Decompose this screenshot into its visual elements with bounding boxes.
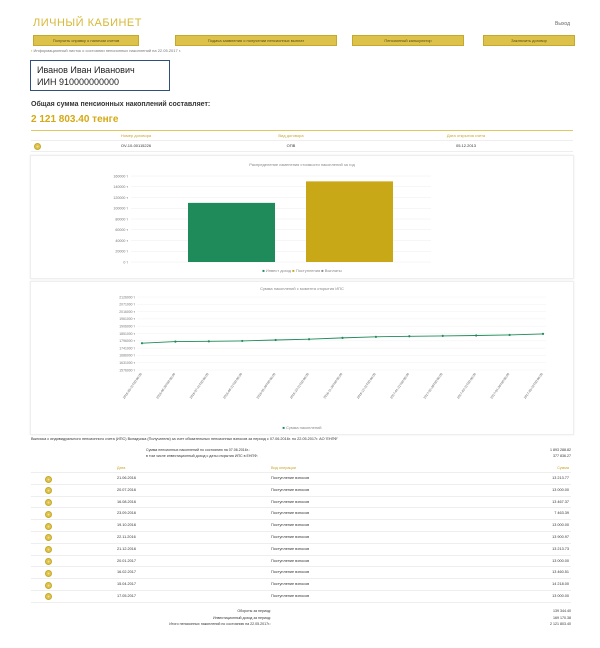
table-row[interactable] [31, 532, 571, 544]
total-line-label: Итого пенсионных накоплений по состоянию на 22.05.2017г.: [169, 622, 271, 626]
line-chart-legend [31, 425, 573, 430]
row-amount: 14 218.00 [552, 582, 569, 587]
user-info-box [30, 60, 170, 91]
row-amount: 13 000.00 [552, 523, 569, 528]
legend-income: Поступления [295, 268, 321, 273]
expand-plus-icon[interactable]: + [34, 143, 41, 150]
row-amount: 13 467.37 [552, 499, 569, 504]
col-date: Дата [117, 466, 126, 470]
user-iin: ИИН 910000000000 [37, 77, 120, 87]
x-tick-label: 2016-07-31T00:00:00 [188, 372, 210, 400]
bar-chart [31, 156, 573, 278]
line-chart [31, 282, 573, 434]
table-row[interactable] [31, 520, 571, 532]
total-line-value: 139 344.40 [553, 609, 571, 613]
expand-plus-icon[interactable]: + [45, 499, 52, 506]
legend-dot-icon: ■ [292, 268, 295, 273]
row-amount: 13 213.73 [552, 546, 569, 551]
nav-button-accounts-certificate[interactable]: Получить справку о наличии счетов [33, 35, 139, 46]
row-amount: 13 000.00 [552, 558, 569, 563]
extract-totals [31, 609, 571, 629]
y-tick-label: 20000 т [115, 249, 128, 254]
extract-title: Выписка с индивидуального пенсионного счета (ИПС) Вкладчика (Получателя) за счет обязательных пенсионных взносов за период с 07.06.2016г. по 22.05.2017г. АО 'ЕНПФ' [31, 437, 338, 441]
breadcrumb-text: Информационный листок о состоянии пенсионных накоплений на 22.05.2017 г. [33, 48, 181, 53]
row-operation: Поступление взносов [271, 570, 310, 575]
bar [188, 203, 275, 262]
expand-plus-icon[interactable]: + [45, 534, 52, 541]
breadcrumb [31, 48, 181, 53]
row-date: 16.08.2016 [117, 499, 137, 504]
col-operation: Вид операции [271, 466, 296, 470]
row-amount: 13 213.77 [552, 476, 569, 480]
x-tick-label: 2017-01-31T00:00:00 [389, 372, 411, 400]
contract-number: OV-10-00115226 [120, 143, 152, 148]
legend-sum: Сумма накоплений [286, 425, 322, 430]
x-tick-label: 2016-11-30T00:00:00 [322, 372, 344, 400]
bar-chart-legend [31, 268, 573, 273]
y-tick-label: 160000 т [113, 174, 128, 179]
y-tick-label: 1961000 т [119, 317, 135, 322]
x-tick-label: 2017-03-31T00:00:00 [456, 372, 477, 400]
total-label: Общая сумма пенсионных накоплений составляет: [31, 101, 211, 108]
expand-plus-icon[interactable]: + [45, 523, 52, 530]
expand-plus-icon[interactable]: + [45, 570, 52, 577]
col-contract-type: Вид договора [278, 133, 304, 138]
y-tick-label: 140000 т [113, 185, 128, 190]
contract-type: ОПВ [286, 143, 296, 148]
col-amount: Сумма [557, 466, 569, 470]
open-date: 05.12.2013 [455, 143, 477, 148]
line-chart-title: Сумма накоплений с момента открытия ИПС [260, 286, 344, 291]
bar-chart-panel [30, 155, 574, 279]
summary-value: 377 836.27 [553, 454, 571, 458]
data-point [141, 342, 143, 344]
nav-button-sign-contract[interactable]: Заключить договор [483, 35, 575, 46]
data-point [475, 334, 477, 336]
y-tick-label: 0 т [123, 260, 128, 265]
data-point [275, 339, 277, 341]
account-row[interactable] [31, 141, 573, 152]
row-amount: 7 463.39 [554, 511, 569, 516]
row-operation: Поступление взносов [271, 499, 310, 504]
data-point [341, 337, 343, 339]
col-open-date: Дата открытия счета [446, 133, 486, 138]
table-row[interactable] [31, 485, 571, 497]
row-amount: 13 000.00 [552, 593, 569, 598]
y-tick-label: 2071000 т [119, 302, 135, 307]
user-name: Иванов Иван Иванович [37, 65, 135, 75]
x-tick-label: 2017-04-30T00:00:00 [489, 372, 511, 400]
row-date: 23.09.2016 [117, 511, 137, 516]
data-point [375, 336, 377, 338]
expand-plus-icon[interactable]: + [45, 476, 52, 483]
row-date: 21.06.2016 [117, 476, 137, 480]
col-contract-number: Номер договора [120, 133, 152, 138]
summary-label: Сумма пенсионных накоплений по состоянию на 07.06.2016г.: [146, 448, 250, 452]
row-date: 22.11.2016 [117, 534, 136, 539]
expand-plus-icon[interactable]: + [45, 582, 52, 589]
table-row[interactable] [31, 567, 571, 579]
total-value: 2 121 803.40 тенге [31, 114, 119, 125]
total-line [31, 622, 571, 629]
y-tick-label: 1631000 т [119, 361, 135, 365]
row-operation: Поступление взносов [271, 558, 310, 563]
x-tick-label: 2016-05-31T00:00:00 [121, 372, 143, 400]
table-row[interactable] [31, 591, 571, 603]
row-amount: 13 460.51 [552, 570, 569, 575]
data-point [542, 333, 544, 335]
row-operation: Поступление взносов [271, 593, 310, 598]
operations-table-header [31, 465, 571, 473]
x-tick-label: 2016-12-31T00:00:00 [355, 372, 377, 400]
y-tick-label: 40000 т [115, 238, 128, 243]
data-point [174, 340, 176, 342]
y-tick-label: 1796000 т [119, 339, 135, 344]
expand-plus-icon[interactable]: + [45, 558, 52, 565]
summary-value: 1 893 288.82 [550, 448, 571, 452]
nav-button-pension-calculator[interactable]: Пенсионный калькулятор [352, 35, 464, 46]
expand-plus-icon[interactable]: + [45, 546, 52, 553]
data-point [208, 340, 210, 342]
data-point [308, 338, 310, 340]
y-tick-label: 100000 т [113, 206, 128, 211]
y-tick-label: 2016000 т [119, 309, 135, 314]
y-tick-label: 80000 т [115, 217, 128, 222]
table-row[interactable] [31, 497, 571, 509]
row-operation: Поступление взносов [271, 487, 310, 492]
operations-table [31, 465, 571, 603]
row-operation: Поступление взносов [271, 546, 310, 551]
row-date: 15.04.2017 [117, 582, 137, 587]
data-point [508, 334, 510, 336]
table-row[interactable] [31, 556, 571, 568]
total-line-value: 169 170.38 [553, 615, 571, 620]
y-tick-label: 1686000 т [119, 353, 135, 358]
y-tick-label: 1576000 т [119, 368, 135, 373]
x-tick-label: 2017-02-28T00:00:00 [422, 372, 444, 400]
row-date: 20.07.2016 [117, 487, 137, 492]
y-tick-label: 2126000 т [119, 295, 135, 300]
app-logo: ЛИЧНЫЙ КАБИНЕТ [33, 17, 142, 29]
bar-chart-title: Распределение изменения стоимости накоплений за год [249, 162, 355, 167]
expand-plus-icon[interactable]: + [45, 487, 52, 494]
table-row[interactable] [31, 544, 571, 556]
row-amount: 13 900.97 [552, 534, 569, 539]
summary-line [31, 454, 571, 460]
y-tick-label: 1906000 т [119, 324, 135, 329]
legend-payments: Выплаты [324, 268, 342, 273]
breadcrumb-icon: ▪ [31, 48, 34, 53]
legend-dot-icon: ■ [321, 268, 324, 273]
table-row[interactable] [31, 508, 571, 520]
row-operation: Поступление взносов [271, 476, 310, 480]
x-tick-label: 2017-05-22T00:00:00 [522, 372, 544, 400]
x-tick-label: 2016-06-30T00:00:00 [155, 372, 177, 400]
expand-plus-icon[interactable]: + [45, 593, 52, 600]
legend-dot-icon: ■ [262, 268, 265, 273]
summary-label: в том числе инвестиционный доход с даты открытия ИПС в ЕНПФ: [146, 454, 258, 458]
nav-button-pension-payments[interactable]: Подача заявления о получении пенсионных выплат [175, 35, 337, 46]
legend-dot-icon: ■ [282, 425, 285, 430]
row-date: 17.05.2017 [117, 593, 137, 598]
account-table [31, 130, 573, 152]
line-chart-panel [30, 281, 574, 435]
data-point [408, 335, 410, 337]
account-table-header [31, 130, 573, 141]
row-amount: 13 000.00 [552, 487, 569, 492]
legend-invest: Инвест доход [265, 268, 292, 273]
x-tick-label: 2016-10-31T00:00:00 [289, 372, 310, 400]
table-row[interactable] [31, 473, 571, 485]
x-tick-label: 2016-09-30T00:00:00 [255, 372, 277, 400]
y-tick-label: 1741000 т [119, 346, 135, 351]
extract-summary [31, 448, 571, 460]
row-date: 16.02.2017 [117, 570, 137, 575]
table-row[interactable] [31, 579, 571, 591]
row-operation: Поступление взносов [271, 582, 310, 587]
y-tick-label: 60000 т [115, 228, 128, 233]
row-date: 19.10.2016 [117, 523, 137, 528]
logout-link[interactable]: Выход [555, 21, 570, 27]
row-date: 21.12.2016 [117, 546, 137, 551]
row-date: 20.01.2017 [117, 558, 137, 563]
y-tick-label: 1851000 т [119, 331, 135, 336]
data-point [241, 340, 243, 342]
row-operation: Поступление взносов [271, 511, 310, 516]
row-operation: Поступление взносов [271, 534, 310, 539]
total-line-label: Обороты за период: [237, 609, 271, 613]
total-line-value: 2 121 803.40 [550, 622, 571, 626]
bar [306, 181, 393, 262]
x-tick-label: 2016-08-31T00:00:00 [222, 372, 244, 400]
data-point [442, 335, 444, 337]
y-tick-label: 120000 т [113, 195, 128, 200]
expand-plus-icon[interactable]: + [45, 511, 52, 518]
row-operation: Поступление взносов [271, 523, 310, 528]
total-line-label: Инвестиционный доход за период: [213, 615, 271, 620]
